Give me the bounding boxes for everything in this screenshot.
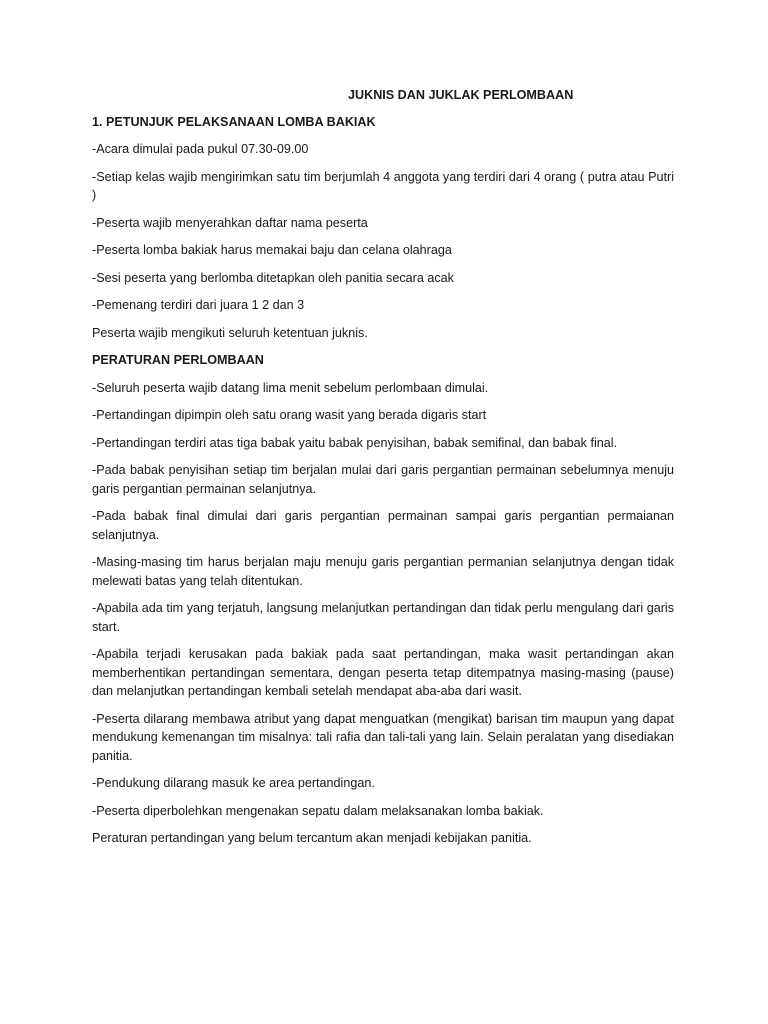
section-1-item: -Peserta lomba bakiak harus memakai baju dan celana olahraga [92,243,452,257]
section-1-item: -Sesi peserta yang berlomba ditetapkan oleh panitia secara acak [92,270,454,285]
section-1-item: -Pemenang terdiri dari juara 1 2 dan 3 [92,298,305,312]
section-2-item: -Pendukung dilarang masuk ke area pertandingan. [92,776,375,790]
section-2-closing: Peraturan pertandingan yang belum tercantum akan menjadi kebijakan panitia. [92,831,532,845]
section-2-item: -Seluruh peserta wajib datang lima menit sebelum perlombaan dimulai. [92,380,489,395]
section-2-item: -Masing-masing tim harus berjalan maju menuju garis pergantian permanian selanjutnya dengan tidak melewati batas yang telah ditentukan. [92,555,674,588]
section-1-item: -Peserta wajib menyerahkan daftar nama peserta [92,215,368,230]
section-2-item: -Pada babak final dimulai dari garis pergantian permainan sampai garis pergantian permaianan selanjutnya. [92,509,674,542]
section-1-item: -Acara dimulai pada pukul 07.30-09.00 [92,142,309,156]
section-2-item: -Pertandingan terdiri atas tiga babak yaitu babak penyisihan, babak semifinal, dan babak final. [92,435,618,450]
section-2-item: -Pertandingan dipimpin oleh satu orang wasit yang berada digaris start [92,408,487,422]
section-2-item: -Peserta diperbolehkan mengenakan sepatu dalam melaksanakan lomba bakiak. [92,803,544,818]
section-1-closing: Peserta wajib mengikuti seluruh ketentuan juknis. [92,325,368,340]
section-2-heading: PERATURAN PERLOMBAAN [92,353,264,367]
section-2-list [92,379,674,821]
section-2-item: -Apabila terjadi kerusakan pada bakiak pada saat pertandingan, maka wasit pertandingan akan memberhentikan pertandingan sementara, dengan peserta tetap ditempatnya masing-masing (pause) dan melanjutkan pertandingan kembali setelah mendapat aba-aba dari wasit. [92,647,674,698]
section-1-item: -Setiap kelas wajib mengirimkan satu tim berjumlah 4 anggota yang terdiri dari 4 orang ( putra atau Putri ) [92,169,674,202]
section-2-item: -Pada babak penyisihan setiap tim berjalan mulai dari garis pergantian permainan sebelumnya menuju garis pergantian permainan selanjutnya. [92,463,674,496]
section-1-heading: 1. PETUNJUK PELAKSANAAN LOMBA BAKIAK [92,114,376,129]
document-title: JUKNIS DAN JUKLAK PERLOMBAAN [348,88,574,102]
section-2-item: -Apabila ada tim yang terjatuh, langsung melanjutkan pertandingan dan tidak perlu mengulang dari garis start. [92,601,674,634]
section-1-list [92,140,674,315]
section-2-item: -Peserta dilarang membawa atribut yang dapat menguatkan (mengikat) barisan tim maupun yang dapat mendukung kemenangan tim misalnya: tali rafia dan tali-tali yang lain. Selain peralatan yang disediakan panitia. [92,711,674,763]
